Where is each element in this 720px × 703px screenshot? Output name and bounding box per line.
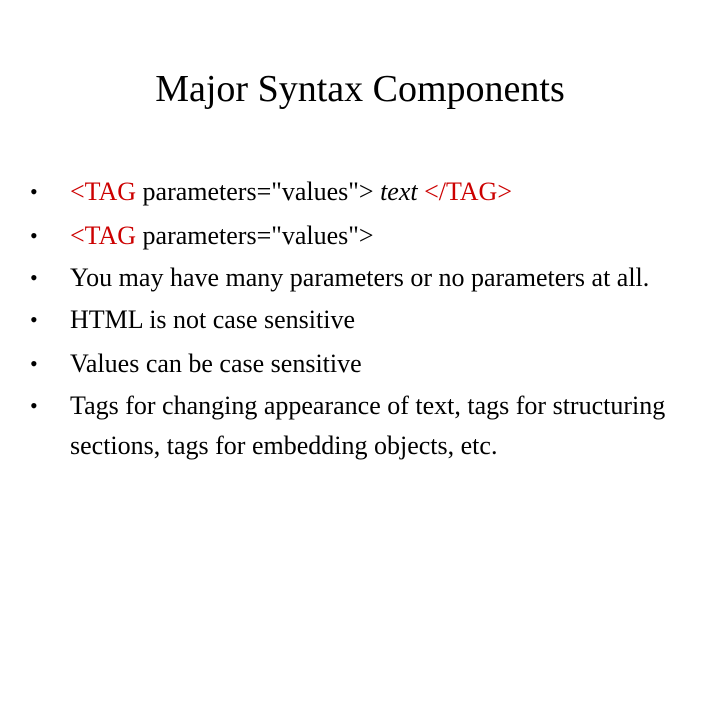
tag-parameters: parameters="values">: [136, 221, 374, 250]
bullet-item-tag-with-text: [30, 170, 690, 214]
bullet-icon: •: [30, 265, 38, 290]
tag-close-open: </: [417, 177, 446, 206]
bullet-icon: •: [30, 179, 38, 204]
bullet-item-tag-only: [30, 214, 690, 258]
bullet-item-case-insensitive: [30, 298, 690, 342]
bullet-icon: •: [30, 223, 38, 248]
tag-name: TAG: [84, 221, 137, 250]
bullet-text: You may have many parameters or no parameters at all.: [70, 263, 650, 292]
bullet-icon: •: [30, 393, 38, 418]
tag-content-text: text: [380, 177, 418, 206]
bullet-text: Tags for changing appearance of text, tags for structuring sections, tags for embedding objects, etc.: [70, 391, 666, 460]
tag-close-name: TAG: [445, 177, 498, 206]
bullet-item-tag-types: [30, 386, 690, 466]
bullet-text: HTML is not case sensitive: [70, 305, 355, 334]
bullet-icon: •: [30, 307, 38, 332]
bullet-text: [70, 221, 374, 250]
tag-name: TAG: [84, 177, 137, 206]
bullet-text: Values can be case sensitive: [70, 349, 362, 378]
bullet-text: [70, 177, 512, 206]
tag-open-bracket: <: [70, 177, 85, 206]
bullet-item-parameters: [30, 258, 690, 298]
tag-open-bracket: <: [70, 221, 85, 250]
tag-close-bracket: >: [497, 177, 513, 206]
bullet-icon: •: [30, 351, 38, 376]
bullet-item-values-case: [30, 342, 690, 386]
tag-parameters: parameters="values">: [136, 177, 381, 206]
slide-title: Major Syntax Components: [155, 68, 565, 110]
bullet-list: [30, 170, 690, 466]
